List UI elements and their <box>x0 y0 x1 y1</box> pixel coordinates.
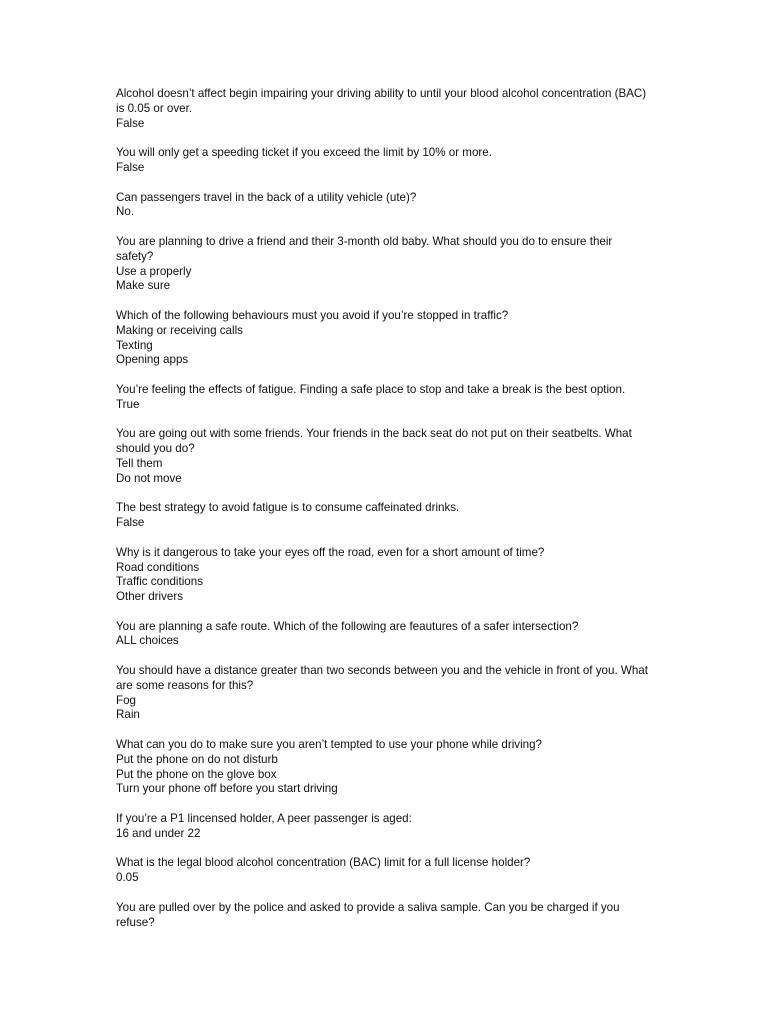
question-text: You are going out with some friends. Your friends in the back seat do not put on their seatbelts. What should you do? <box>116 427 632 456</box>
answer-text: 0.05 <box>116 871 139 885</box>
question-text: Alcohol doesn’t affect begin impairing your driving ability to until your blood alcohol concentration (BAC) is 0.05 or over. <box>116 87 647 115</box>
answer-text: False <box>116 116 145 130</box>
question-text: Which of the following behaviours must you avoid if you’re stopped in traffic? <box>116 308 509 322</box>
answer-text: Opening apps <box>116 353 189 367</box>
answer-text: Make sure <box>116 279 171 293</box>
question-text: What can you do to make sure you aren’t tempted to use your phone while driving? <box>116 738 542 752</box>
question-text: You are planning a safe route. Which of the following are feautures of a safer intersection? <box>116 619 579 633</box>
qa-item-15 <box>116 901 652 931</box>
qa-item-2 <box>116 146 652 176</box>
qa-item-4 <box>116 235 652 294</box>
answer-text: Tell them <box>116 456 163 470</box>
qa-item-12 <box>116 738 652 797</box>
qa-item-9 <box>116 546 652 605</box>
qa-item-7 <box>116 427 652 486</box>
answer-text: Road conditions <box>116 560 200 574</box>
qa-item-11 <box>116 664 652 723</box>
answer-text: Rain <box>116 708 140 722</box>
question-text: The best strategy to avoid fatigue is to consume caffeinated drinks. <box>116 501 460 515</box>
qa-item-1 <box>116 87 652 131</box>
question-text: You will only get a speeding ticket if you exceed the limit by 10% or more. <box>116 146 492 160</box>
question-text: Why is it dangerous to take your eyes off the road, even for a short amount of time? <box>116 545 545 559</box>
question-text: You are planning to drive a friend and their 3-month old baby. What should you do to ensure their safety? <box>116 234 613 263</box>
qa-item-8 <box>116 501 652 531</box>
question-text: If you’re a P1 lincensed holder, A peer passenger is aged: <box>116 812 412 826</box>
question-text: What is the legal blood alcohol concentration (BAC) limit for a full license holder? <box>116 856 531 870</box>
answer-text: Traffic conditions <box>116 575 203 589</box>
answer-text: False <box>116 160 145 174</box>
qa-item-13 <box>116 812 652 842</box>
question-text: You’re feeling the effects of fatigue. Finding a safe place to stop and take a break is the best option. <box>116 382 626 396</box>
question-text: You should have a distance greater than two seconds between you and the vehicle in front of you. What are some reasons for this? <box>116 664 648 692</box>
answer-text: Put the phone on do not disturb <box>116 752 278 766</box>
qa-item-14 <box>116 856 652 886</box>
qa-item-5 <box>116 309 652 368</box>
answer-text: Turn your phone off before you start driving <box>116 782 338 796</box>
document-page <box>116 87 652 945</box>
question-text: Can passengers travel in the back of a utility vehicle (ute)? <box>116 190 417 204</box>
answer-text: Use a properly <box>116 264 192 278</box>
qa-item-10 <box>116 620 652 650</box>
answer-text: False <box>116 516 145 530</box>
answer-text: Fog <box>116 693 136 707</box>
answer-text: Other drivers <box>116 590 184 604</box>
answer-text: Do not move <box>116 471 182 485</box>
answer-text: 16 and under 22 <box>116 826 201 840</box>
answer-text: True <box>116 397 140 411</box>
qa-item-3 <box>116 191 652 221</box>
answer-text: Put the phone on the glove box <box>116 767 277 781</box>
question-text: You are pulled over by the police and asked to provide a saliva sample. Can you be charged if you refuse? <box>116 900 620 929</box>
answer-text: Making or receiving calls <box>116 323 243 337</box>
answer-text: No. <box>116 205 135 219</box>
qa-item-6 <box>116 383 652 413</box>
answer-text: Texting <box>116 338 153 352</box>
answer-text: ALL choices <box>116 634 179 648</box>
